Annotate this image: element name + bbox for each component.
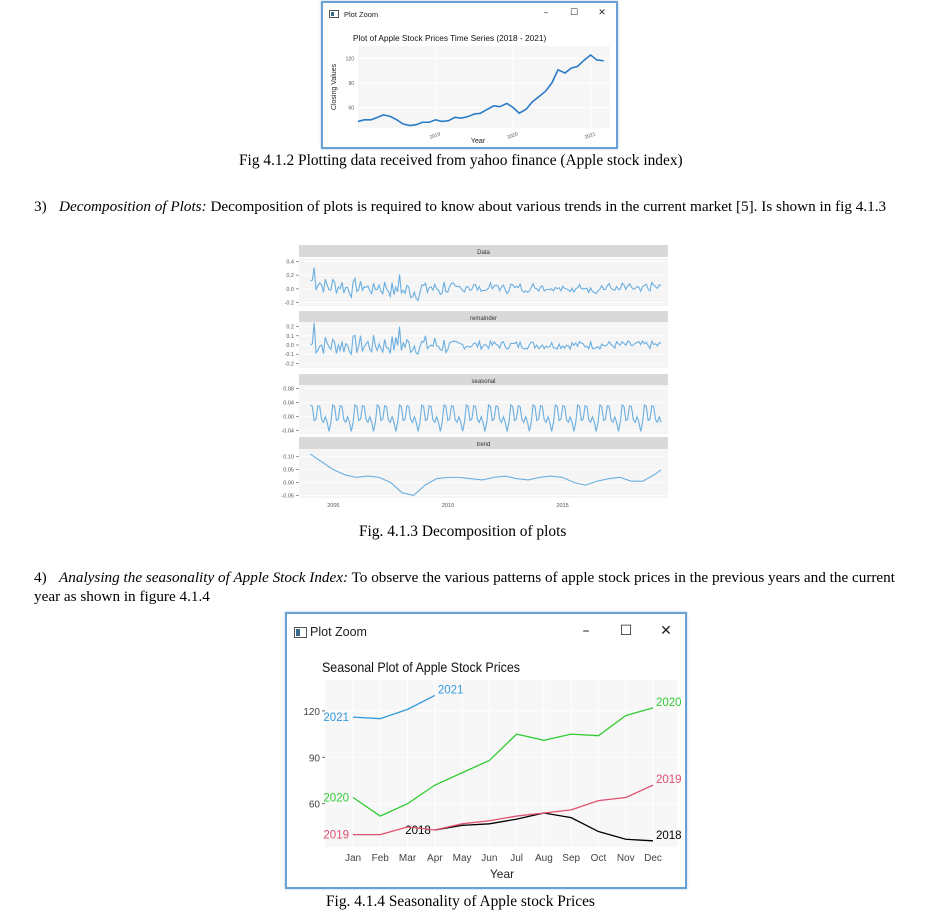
x-tick-label: 2005 — [327, 503, 340, 509]
x-tick-label: Mar — [398, 853, 417, 864]
x-tick-label: 2019 — [428, 131, 442, 141]
chart-title: Seasonal Plot of Apple Stock Prices — [322, 659, 520, 675]
facet-label: seasonal — [471, 379, 496, 385]
maximize-button[interactable]: ☐ — [619, 623, 633, 639]
close-button[interactable]: ✕ — [660, 623, 672, 639]
x-tick-label: Dec — [644, 853, 662, 864]
y-tick-label: -0.05 — [281, 493, 294, 500]
fig412-chart — [323, 3, 616, 147]
section4-paragraph — [34, 568, 918, 606]
chart-title: Plot of Apple Stock Prices Time Series (2018 - 2021) — [353, 33, 547, 43]
y-tick-label: 0.10 — [283, 454, 294, 461]
y-tick-label: 120 — [345, 56, 354, 63]
close-button[interactable]: ✕ — [598, 8, 606, 18]
y-tick-label: 0.0 — [286, 343, 294, 349]
x-tick-label: Jul — [510, 853, 524, 864]
y-tick-label: 90 — [308, 753, 320, 765]
series-label-end: 2020 — [656, 696, 682, 709]
y-tick-label: 60 — [308, 799, 320, 811]
x-tick-label: Aug — [535, 853, 553, 864]
section4-heading: Analysing the seasonality of Apple Stock Index: — [59, 569, 349, 586]
x-tick-label: Jun — [481, 853, 498, 864]
section3-paragraph — [34, 197, 918, 216]
facet-label: remainder — [469, 316, 498, 322]
series-label-start: 2020 — [323, 792, 349, 805]
y-tick-label: 90 — [348, 80, 354, 87]
series-label-end: 2018 — [656, 829, 682, 842]
fig412-caption: Fig 4.1.2 Plotting data received from yahoo finance (Apple stock index) — [239, 152, 683, 169]
minimize-button[interactable]: – — [543, 8, 549, 18]
y-tick-label: 0.08 — [283, 386, 294, 393]
fig413-decomposition-chart — [265, 239, 685, 511]
fig414-window — [285, 612, 687, 889]
y-tick-label: 0.2 — [286, 273, 294, 280]
y-tick-label: -0.2 — [284, 361, 294, 368]
x-tick-label: 2010 — [441, 503, 455, 509]
x-axis-label: Year — [489, 867, 515, 881]
series-label-start: 2018 — [405, 824, 431, 837]
y-tick-label: 0.0 — [286, 286, 294, 293]
x-tick-label: Sep — [562, 853, 581, 864]
y-tick-label: 0.4 — [286, 259, 294, 266]
y-tick-label: -0.1 — [284, 352, 294, 359]
facet-label: trend — [476, 442, 491, 448]
x-tick-label: Feb — [371, 853, 389, 864]
section3-heading: Decomposition of Plots: — [59, 198, 207, 215]
y-tick-label: 60 — [348, 105, 354, 112]
section4-number: 4) — [34, 569, 47, 586]
facet-label: Data — [477, 250, 490, 256]
y-axis-label: Closing Values — [331, 63, 338, 111]
y-tick-label: 0.2 — [286, 324, 294, 331]
fig412-window — [321, 1, 618, 149]
series-label-start: 2021 — [323, 712, 349, 725]
section3-number: 3) — [34, 198, 47, 215]
x-axis-label: Year — [470, 138, 486, 145]
x-tick-label: Apr — [427, 853, 443, 864]
series-label-end: 2019 — [656, 774, 682, 787]
x-tick-label: 2020 — [506, 131, 519, 141]
x-tick-label: Nov — [616, 853, 635, 864]
maximize-button[interactable]: ☐ — [569, 8, 579, 18]
window-title: Plot Zoom — [344, 10, 379, 19]
y-tick-label: 0.1 — [286, 333, 294, 340]
y-tick-label: 0.00 — [283, 480, 294, 487]
panel-background — [299, 258, 668, 306]
series-label-start: 2019 — [323, 829, 349, 842]
y-tick-label: 0.00 — [283, 414, 294, 421]
section4-text: To observe the various patterns of apple stock prices in the previous years and the current year as shown in figure 4.1.4 — [34, 569, 895, 605]
x-tick-label: Jan — [344, 853, 362, 864]
y-tick-label: -0.04 — [281, 428, 294, 435]
x-tick-label: Oct — [590, 853, 607, 864]
x-tick-label: 2015 — [556, 503, 569, 509]
minimize-button[interactable]: – — [582, 623, 590, 639]
y-tick-label: 0.04 — [283, 400, 294, 407]
y-tick-label: 0.05 — [283, 467, 294, 474]
series-label-end: 2021 — [437, 684, 464, 697]
y-tick-label: 120 — [303, 706, 320, 718]
window-title: Plot Zoom — [310, 625, 367, 639]
x-tick-label: 2021 — [584, 131, 597, 141]
y-tick-label: -0.2 — [284, 300, 294, 307]
fig414-caption: Fig. 4.1.4 Seasonality of Apple stock Prices — [326, 893, 595, 910]
section3-text: Decomposition of plots is required to know about various trends in the current market [5]. Is shown in fig 4.1.3 — [206, 198, 887, 215]
fig413-caption: Fig. 4.1.3 Decomposition of plots — [359, 523, 567, 540]
fig414-seasonal-chart — [287, 614, 685, 887]
x-tick-label: May — [452, 853, 472, 864]
